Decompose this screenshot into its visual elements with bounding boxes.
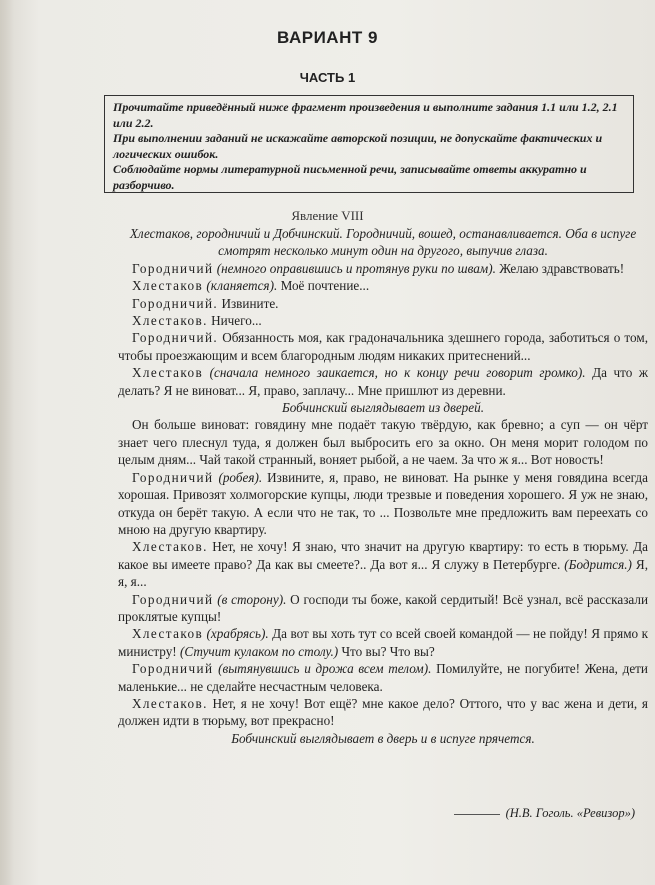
replica-text: Нет, я не хочу! Вот ещё? мне какое дело? Оттого, что у вас жена и дети, я должен идти в тюрьму, вот прекрасно! bbox=[118, 695, 648, 729]
divider bbox=[454, 814, 500, 815]
replica-khlestakov-continued: Он больше виноват: говядину мне подаёт такую твёрдую, как бревно; а суп — он чёрт знает чего плеснул туда, я должен был выбросить его за окно. Он меня морит голодом по целым дням... Чай такой странный, воняет рыбой, а не чаем. За что ж я... Вот новость! bbox=[118, 417, 648, 468]
replica-1 bbox=[118, 260, 648, 277]
instruction-1: Прочитайте приведённый ниже фрагмент произведения и выполните задания 1.1 или 1.2, 2.1 или 2.2. bbox=[113, 100, 618, 130]
replica-9 bbox=[118, 591, 648, 626]
part-title: ЧАСТЬ 1 bbox=[299, 70, 356, 85]
speaker: Хлестаков. bbox=[132, 539, 208, 555]
speaker: Хлестаков. bbox=[132, 313, 208, 329]
instructions-box bbox=[104, 95, 634, 193]
replica-text: Ничего... bbox=[207, 313, 262, 329]
replica-3 bbox=[118, 295, 648, 312]
variant-title: ВАРИАНТ 9 bbox=[277, 28, 378, 47]
replica-text: О господи ты боже, какой сердитый! Всё узнал, всё рассказали проклятые купцы! bbox=[118, 591, 649, 624]
replica-text: Обязанность моя, как градоначальника здешнего города, заботиться о том, чтобы проезжающим и всем благородным людям никаких притеснений... bbox=[118, 330, 648, 363]
source-text: (Н.В. Гоголь. «Ревизор») bbox=[505, 806, 635, 820]
replica-6 bbox=[118, 364, 648, 399]
replica-text: Я, я, я... bbox=[118, 556, 648, 590]
replica-8 bbox=[118, 538, 648, 590]
scene-title: Явление VIII bbox=[291, 208, 364, 223]
speaker: Хлестаков. bbox=[132, 695, 208, 711]
remark: (в сторону). bbox=[217, 591, 287, 607]
remark: (робея). bbox=[218, 469, 263, 485]
replica-text: Да вот вы хоть тут со всей своей командой — не пойду! Я прямо к министру! bbox=[118, 626, 648, 659]
speaker: Городничий bbox=[132, 591, 214, 607]
speaker: Городничий bbox=[132, 661, 214, 677]
replica-2 bbox=[118, 277, 648, 294]
instruction-3: Соблюдайте нормы литературной письменной речи, записывайте ответы аккуратно и разборчиво. bbox=[113, 162, 587, 192]
remark: (немного оправившись и протянув руки по швам). bbox=[216, 260, 496, 276]
instruction-2: При выполнении заданий не искажайте авторской позиции, не допускайте фактических и логических ошибок. bbox=[113, 131, 603, 161]
speaker: Городничий. bbox=[132, 330, 219, 346]
replica-text: Нет, не хочу! Я знаю, что значит на другую квартиру: то есть в тюрьму. Да какое вы имеете право? Да как вы смеете?.. Да вот я... Я служу в Петербурге. bbox=[118, 539, 648, 572]
speaker: Городничий bbox=[132, 469, 214, 485]
replica-text: Помилуйте, не погубите! Жена, дети маленькие... не сделайте несчастным человека. bbox=[118, 661, 648, 694]
replica-text: Желаю здравствовать! bbox=[495, 260, 625, 276]
page-binding-shadow bbox=[0, 0, 14, 885]
remark: (вытянувшись и дрожа всем телом). bbox=[218, 661, 432, 677]
remark: (Стучит кулаком по столу.) bbox=[180, 643, 339, 659]
stage-direction-intro: Хлестаков, городничий и Добчинский. Городничий, вошед, останавливается. Оба в испуге смотрят несколько минут один на другого, выпучив глаза. bbox=[129, 226, 637, 259]
replica-text: Извините, я, право, не виноват. На рынке у меня говядина всегда хорошая. Привозят холмогорские купцы, люди трезвые и поведения хорошего. Я уж не знаю, откуда он берёт такую. А если что не так, то ... Позвольте мне предложить вам переехать со мною на другую квартиру. bbox=[118, 469, 648, 537]
remark: (сначала немного заикается, но к концу речи говорит громко). bbox=[209, 365, 586, 381]
replica-11 bbox=[118, 660, 648, 695]
replica-5 bbox=[118, 329, 648, 364]
replica-text: Извините. bbox=[218, 295, 279, 311]
speaker: Хлестаков bbox=[132, 626, 204, 642]
replica-text: Да что ж делать? Я не виноват... Я, право, заплачу... Мне пришлют из деревни. bbox=[118, 365, 649, 398]
remark: (храбрясь). bbox=[206, 626, 269, 642]
replica-4 bbox=[118, 312, 648, 329]
replica-10 bbox=[118, 625, 648, 660]
source-attribution bbox=[454, 806, 635, 821]
replica-7 bbox=[118, 469, 648, 539]
remark: (Бодрится.) bbox=[564, 556, 632, 572]
speaker: Хлестаков bbox=[132, 278, 204, 294]
replica-12 bbox=[118, 695, 648, 730]
stage-direction-final: Бобчинский выглядывает в дверь и в испуге прячется. bbox=[231, 730, 535, 746]
speaker: Городничий bbox=[132, 260, 214, 276]
remark: (кланяется). bbox=[206, 278, 278, 294]
replica-text: Моё почтение... bbox=[277, 278, 370, 294]
excerpt-text bbox=[118, 225, 648, 747]
stage-direction-dobchinsky: Бобчинский выглядывает из дверей. bbox=[281, 400, 485, 416]
speaker: Городничий. bbox=[132, 295, 219, 311]
replica-text: Что вы? Что вы? bbox=[338, 643, 435, 659]
speaker: Хлестаков bbox=[132, 365, 204, 381]
